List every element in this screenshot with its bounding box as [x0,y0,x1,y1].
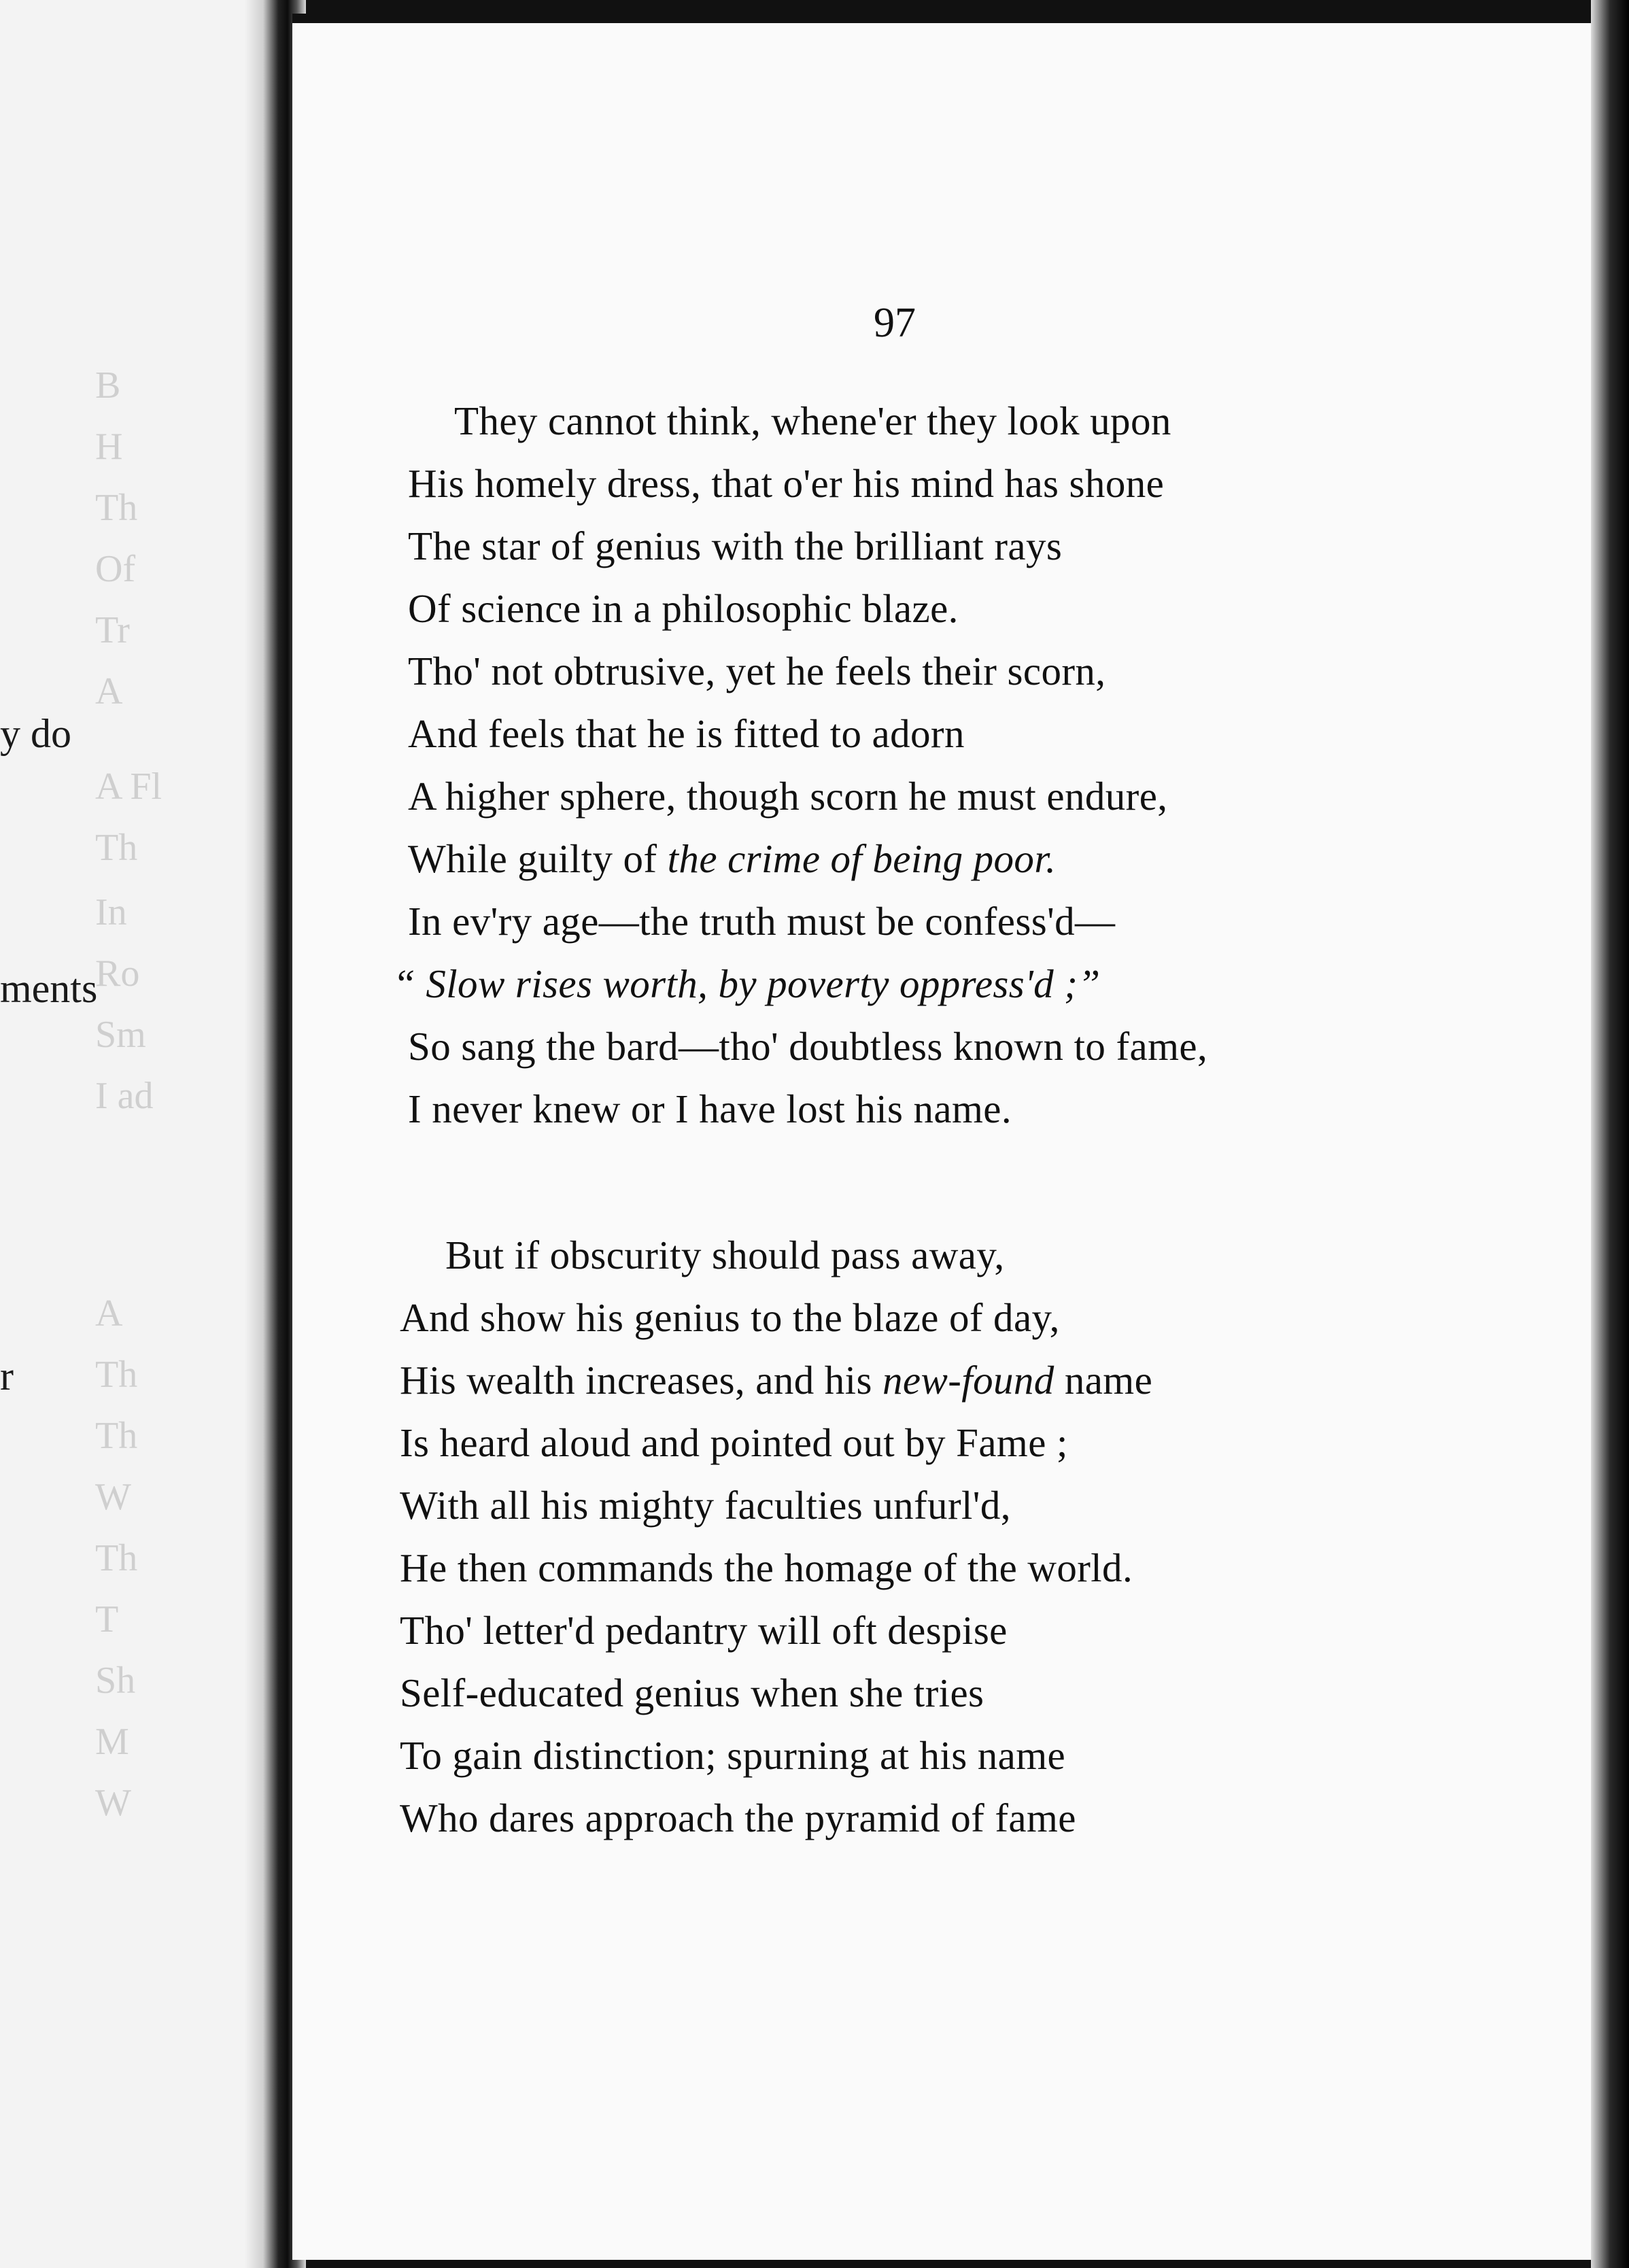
bleed-through-text: Th [95,1354,138,1396]
page-number: 97 [874,300,916,346]
bleed-through-text: Th [95,487,138,529]
poem-line [408,836,1056,882]
bleed-through-text: A Fl [95,766,162,808]
bleed-through-text: A [95,1292,123,1335]
poem-italic-text: new-found [882,1358,1054,1403]
bleed-through-text: Of [95,548,136,590]
bleed-through-text: Tr [95,609,130,651]
bleed-through-text: I ad [95,1075,154,1117]
bleed-through-text: W [95,1476,131,1518]
poem-line: And show his genius to the blaze of day, [400,1295,1060,1340]
bleed-through-text: Th [95,1415,138,1457]
bleed-through-text: M [95,1721,129,1763]
poem-line: Self-educated genius when she tries [400,1670,984,1715]
poem-line: In ev'ry age—the truth must be confess'd— [408,899,1116,944]
poem-line: They cannot think, whene'er they look upon [454,398,1171,443]
bleed-through-text: Th [95,827,138,869]
poem-line: So sang the bard—tho' doubtless known to fame, [408,1024,1208,1069]
poem-line: And feels that he is fitted to adorn [408,711,965,756]
poem-line: With all his mighty faculties unfurl'd, [400,1483,1011,1528]
bleed-through-text: T [95,1598,119,1640]
bleed-through-text: A [95,670,123,712]
bleed-through-text: W [95,1782,131,1824]
poem-line: The star of genius with the brilliant rays [408,523,1063,568]
left-page-fragment: y do [0,711,71,756]
left-page-fragment: r [0,1354,14,1398]
poem-line [400,1357,1152,1404]
left-page [0,0,272,2268]
poem-line: Who dares approach the pyramid of fame [400,1796,1076,1840]
right-page [292,14,1598,2260]
bleed-through-text: H [95,426,123,468]
poem-line: I never knew or I have lost his name. [408,1086,1012,1131]
poem-line: His homely dress, that o'er his mind has shone [408,461,1165,506]
poem-italic-text: the crime of being poor. [667,836,1057,881]
poem-line: Of science in a philosophic blaze. [408,586,959,631]
poem-line: To gain distinction; spurning at his name [400,1733,1066,1778]
poem-italic-text: “ Slow rises worth, by poverty oppress'd ;” [393,961,1101,1006]
poem-line [393,961,1100,1008]
poem-line: Is heard aloud and pointed out by Fame ; [400,1420,1068,1465]
bleed-through-text: B [95,364,121,407]
poem-line: Tho' not obtrusive, yet he feels their scorn, [408,649,1106,693]
bleed-through-text: Sm [95,1014,146,1056]
poem-line: Tho' letter'd pedantry will oft despise [400,1608,1008,1653]
bleed-through-text: In [95,891,127,933]
bleed-through-text: Ro [95,952,140,995]
poem-text: name [1054,1358,1153,1403]
poem-text: His wealth increases, and his [400,1358,882,1403]
poem-line: But if obscurity should pass away, [445,1233,1005,1277]
poem-text: While guilty of [408,836,668,881]
page-edge-shadow [1591,0,1629,2268]
bleed-through-text: Th [95,1537,138,1579]
poem-line: He then commands the homage of the world. [400,1545,1133,1590]
left-page-fragment: ments [0,966,98,1011]
poem-line: A higher sphere, though scorn he must endure, [408,774,1168,819]
bleed-through-text: Sh [95,1660,136,1702]
